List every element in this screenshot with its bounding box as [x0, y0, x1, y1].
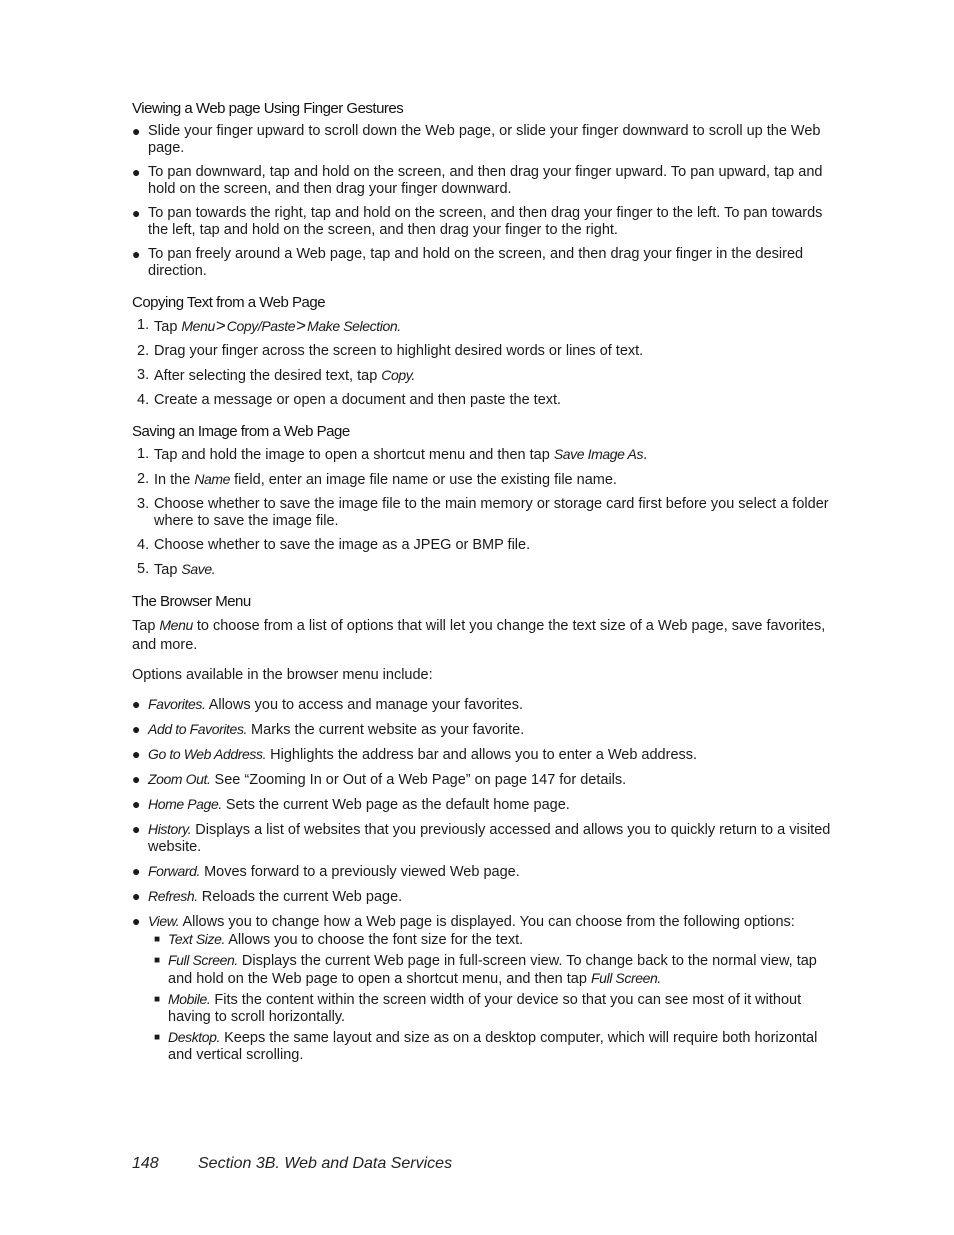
square-bullet-icon: ■: [154, 1032, 161, 1043]
list-item: ● Home Page. Sets the current Web page as the default home page.: [132, 796, 570, 813]
section-heading: Copying Text from a Web Page: [132, 294, 326, 311]
bullet-list: [132, 123, 838, 280]
menu-path-make-selection: Make Selection: [307, 318, 398, 334]
options-intro: Options available in the browser menu include:: [132, 667, 433, 683]
square-bullet-icon: ■: [154, 955, 161, 966]
sub-list-item: ■ Desktop. Keeps the same layout and size as on a desktop computer, which will require both horizontal and vertical scrolling.: [154, 1029, 818, 1063]
bullet-icon: ●: [132, 771, 141, 787]
bullet-icon: ●: [132, 696, 141, 712]
bullet-icon: ●: [132, 796, 141, 812]
section-heading: The Browser Menu: [132, 593, 251, 610]
bullet-icon: ●: [132, 164, 141, 180]
step-item: 5. Tap Save.: [137, 561, 216, 578]
bullet-icon: ●: [132, 746, 141, 762]
list-item: ● Zoom Out. See “Zooming In or Out of a Web Page” on page 147 for details.: [132, 771, 627, 788]
step-number: 1.: [137, 446, 150, 462]
list-item: ● To pan towards the right, tap and hold on the screen, and then drag your finger to the left. To pan towards the left, tap and hold on the screen, and then drag your finger to the right.: [132, 205, 823, 238]
step-item: 3. Choose whether to save the image file to the main memory or storage card first before you select a folder where to save the image file.: [137, 496, 829, 529]
step-item: 1. Tap Menu>Copy/Paste>Make Selection.: [137, 316, 401, 335]
bullet-icon: ●: [132, 123, 141, 139]
step-number: 4.: [137, 392, 150, 408]
step-list: [132, 446, 838, 579]
section-saving-image: [132, 423, 838, 579]
section-browser-menu: [132, 593, 838, 1064]
chevron-right-icon: >: [215, 316, 226, 335]
step-number: 4.: [137, 537, 150, 553]
bullet-icon: ●: [132, 863, 141, 879]
menu-options-list: [132, 696, 838, 1064]
step-item: 1. Tap and hold the image to open a shortcut menu and then tap Save Image As.: [137, 446, 648, 463]
step-list: [132, 317, 838, 409]
menu-path-copy-paste: Copy/Paste: [226, 318, 296, 334]
page-content: [132, 100, 838, 1078]
step-item: 3. After selecting the desired text, tap Copy.: [137, 367, 415, 384]
section-copying-text: [132, 294, 838, 409]
sub-list-item: ■ Mobile. Fits the content within the screen width of your device so that you can see most of it without having to scroll horizontally.: [154, 991, 802, 1025]
list-item: ● Refresh. Reloads the current Web page.: [132, 888, 403, 905]
page-footer: [132, 1155, 452, 1173]
step-item: 2. In the Name field, enter an image file name or use the existing file name.: [137, 471, 617, 488]
step-number: 2.: [137, 471, 150, 487]
view-options-list: [148, 931, 838, 1064]
page-number: 148: [132, 1155, 159, 1172]
list-item: ● View. Allows you to change how a Web page is displayed. You can choose from the following options: ■ Text Size. Allows you to choose the font size for the text. ■ Full Screen. Displays the current Web page in full-screen view. To change back to the normal view, tap and hold on the Web page to open a shortcut menu, and then tap Full Screen. ■ Mobile. Fits the content within the screen width of your device so that you can see most of it without having to scroll horizontally. ■ Desktop. Keeps the same layout and size as on a desktop computer, which will require both horizontal and vertical scrolling.: [132, 913, 838, 1064]
list-item: ● To pan freely around a Web page, tap and hold on the screen, and then drag your finger in the desired direction.: [132, 246, 804, 279]
list-item: ● Go to Web Address. Highlights the address bar and allows you to enter a Web address.: [132, 746, 698, 763]
chevron-right-icon: >: [296, 316, 307, 335]
square-bullet-icon: ■: [154, 934, 161, 945]
step-item: 4. Choose whether to save the image as a JPEG or BMP file.: [137, 537, 531, 553]
list-item: ● To pan downward, tap and hold on the screen, and then drag your finger upward. To pan upward, tap and hold on the screen, and then drag your finger downward.: [132, 164, 823, 197]
list-item: ● Add to Favorites. Marks the current website as your favorite.: [132, 721, 525, 738]
sub-list-item: ■ Text Size. Allows you to choose the font size for the text.: [154, 931, 524, 948]
browser-menu-intro: Tap Menu to choose from a list of options that will let you change the text size of a Web page, save favorites, and more.: [132, 617, 826, 653]
list-item: ● History. Displays a list of websites that you previously accessed and allows you to quickly return to a visited website.: [132, 821, 831, 855]
bullet-icon: ●: [132, 913, 141, 929]
square-bullet-icon: ■: [154, 994, 161, 1005]
step-number: 2.: [137, 343, 150, 359]
bullet-icon: ●: [132, 888, 141, 904]
bullet-icon: ●: [132, 205, 141, 221]
step-number: 1.: [137, 317, 150, 333]
list-item: ● Slide your finger upward to scroll down the Web page, or slide your finger downward to scroll up the Web page.: [132, 123, 821, 156]
bullet-icon: ●: [132, 821, 141, 837]
step-item: 4. Create a message or open a document and then paste the text.: [137, 392, 562, 408]
step-item: 2. Drag your finger across the screen to highlight desired words or lines of text.: [137, 343, 644, 359]
footer-section-title: Section 3B. Web and Data Services: [198, 1155, 453, 1172]
bullet-icon: ●: [132, 246, 141, 262]
section-finger-gestures: [132, 100, 838, 280]
list-item: ● Forward. Moves forward to a previously viewed Web page.: [132, 863, 520, 880]
bullet-icon: ●: [132, 721, 141, 737]
section-heading: Saving an Image from a Web Page: [132, 423, 350, 440]
menu-path-menu: Menu: [181, 318, 215, 334]
step-number: 3.: [137, 496, 150, 512]
section-heading: Viewing a Web page Using Finger Gestures: [132, 100, 404, 117]
sub-list-item: ■ Full Screen. Displays the current Web page in full-screen view. To change back to the normal view, tap and hold on the Web page to open a shortcut menu, and then tap Full Screen.: [154, 952, 817, 987]
step-number: 3.: [137, 367, 150, 383]
list-item: ● Favorites. Allows you to access and manage your favorites.: [132, 696, 524, 713]
step-number: 5.: [137, 561, 150, 577]
